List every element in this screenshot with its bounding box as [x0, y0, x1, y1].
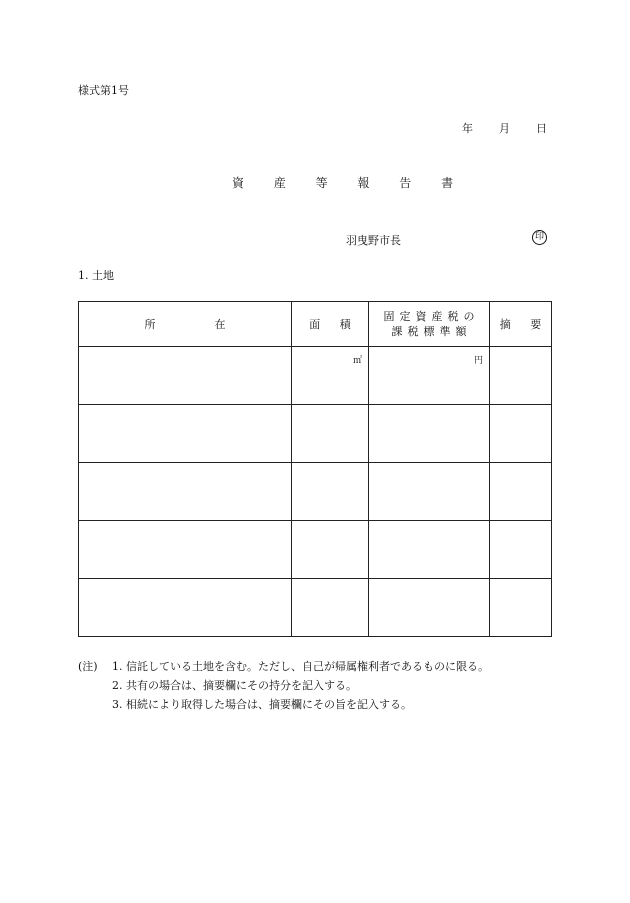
seal-mark: 印 — [532, 230, 547, 245]
date-year: 年 — [462, 122, 473, 135]
table-header-row — [79, 302, 552, 347]
addressee: 羽曳野市長 — [346, 234, 401, 247]
note-item: (注) 1. 信託している土地を含む。ただし、自己が帰属権利者であるものに限る。 — [78, 657, 489, 676]
table-row — [79, 405, 552, 463]
header-tax-line1: 固定資産税の — [383, 310, 480, 323]
document-title: 資 産 等 報 告 書 — [232, 176, 467, 190]
table-row — [79, 347, 552, 405]
cell-location[interactable] — [79, 521, 292, 579]
cell-area[interactable] — [292, 521, 369, 579]
form-number: 様式第1号 — [78, 84, 129, 97]
cell-tax-base[interactable] — [369, 579, 490, 637]
note-item: 3. 相続により取得した場合は、摘要欄にその旨を記入する。 — [112, 698, 412, 711]
cell-tax-base[interactable] — [369, 521, 490, 579]
cell-area[interactable] — [292, 579, 369, 637]
cell-remarks[interactable] — [490, 347, 552, 405]
cell-tax-base[interactable] — [369, 347, 490, 405]
cell-remarks[interactable] — [490, 579, 552, 637]
header-area: 面 積 — [292, 302, 369, 347]
cell-location[interactable] — [79, 347, 292, 405]
table-row — [79, 463, 552, 521]
header-remarks: 摘 要 — [490, 302, 552, 347]
header-location: 所 在 — [79, 302, 292, 347]
area-unit: ㎡ — [352, 356, 362, 366]
land-table — [78, 301, 552, 637]
cell-tax-base[interactable] — [369, 463, 490, 521]
header-tax-base — [369, 302, 490, 347]
date-line — [462, 120, 547, 136]
table-row — [79, 521, 552, 579]
date-day: 日 — [536, 122, 547, 135]
notes — [78, 657, 489, 714]
cell-location[interactable] — [79, 579, 292, 637]
cell-location[interactable] — [79, 405, 292, 463]
cell-location[interactable] — [79, 463, 292, 521]
tax-unit: 円 — [473, 356, 483, 366]
cell-tax-base[interactable] — [369, 405, 490, 463]
cell-area[interactable] — [292, 463, 369, 521]
date-month: 月 — [499, 122, 510, 135]
cell-remarks[interactable] — [490, 463, 552, 521]
cell-area[interactable] — [292, 347, 369, 405]
note-item: 2. 共有の場合は、摘要欄にその持分を記入する。 — [112, 679, 357, 692]
cell-remarks[interactable] — [490, 405, 552, 463]
notes-label: (注) — [78, 660, 98, 673]
header-tax-line2: 課税標準額 — [391, 325, 472, 338]
section-heading: 1. 土地 — [78, 269, 114, 282]
cell-remarks[interactable] — [490, 521, 552, 579]
table-row — [79, 579, 552, 637]
cell-area[interactable] — [292, 405, 369, 463]
